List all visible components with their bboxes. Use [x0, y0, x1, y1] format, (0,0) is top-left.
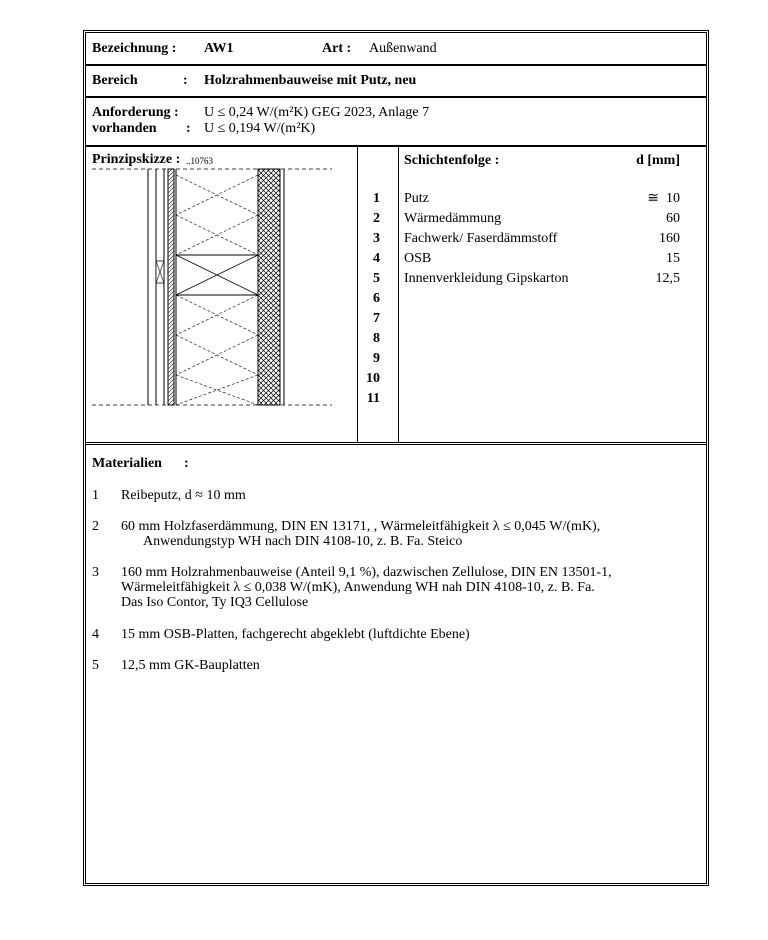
- layer-thickness: ≅ 10: [647, 191, 680, 206]
- material-text: Das Iso Contor, Ty IQ3 Cellulose: [121, 595, 309, 610]
- layer-number: 5: [373, 271, 380, 286]
- divider-numbers: [398, 147, 399, 442]
- layer-name: Putz: [404, 191, 429, 206]
- layer-number: 7: [373, 311, 380, 326]
- datasheet-frame: [83, 30, 709, 886]
- material-number: 3: [92, 565, 99, 580]
- row-bereich: [86, 66, 706, 98]
- bereich-label: Bereich: [92, 73, 138, 88]
- layer-thickness: 15: [666, 251, 680, 266]
- layer-number: 11: [366, 391, 380, 406]
- sketch-label: Prinzipskizze :: [92, 152, 181, 167]
- bezeichnung-value: AW1: [204, 41, 234, 56]
- layers-d-header: d [mm]: [636, 153, 680, 168]
- material-text: 60 mm Holzfaserdämmung, DIN EN 13171, , Wärmeleitfähigkeit λ ≤ 0,045 W/(mK),: [121, 519, 601, 534]
- layer-number: 3: [373, 231, 380, 246]
- layer-number: 10: [366, 371, 380, 386]
- layer-number: 2: [373, 211, 380, 226]
- vorhanden-label: vorhanden: [92, 121, 157, 136]
- layer-number: 1: [373, 191, 380, 206]
- layers-title: Schichtenfolge :: [404, 153, 500, 168]
- material-text: 12,5 mm GK-Bauplatten: [121, 658, 260, 673]
- layer-name: Wärmedämmung: [404, 211, 502, 226]
- vorhanden-value: U ≤ 0,194 W/(m²K): [204, 121, 316, 136]
- art-value: Außenwand: [369, 41, 437, 56]
- layer-name: OSB: [404, 251, 432, 266]
- layer-number: 4: [373, 251, 380, 266]
- row-anforderung: [86, 98, 706, 147]
- materials-section: [86, 447, 706, 883]
- layer-number: 8: [373, 331, 380, 346]
- wall-section-sketch: [86, 163, 354, 413]
- materials-colon: :: [184, 456, 189, 471]
- material-number: 5: [92, 658, 99, 673]
- row-schichten: [86, 147, 706, 445]
- material-text: 160 mm Holzrahmenbauweise (Anteil 9,1 %), dazwischen Zellulose, DIN EN 13501-1,: [121, 565, 612, 580]
- row-bezeichnung: [86, 33, 706, 66]
- material-number: 4: [92, 627, 99, 642]
- material-text: Reibeputz, d ≈ 10 mm: [121, 488, 246, 503]
- material-number: 1: [92, 488, 99, 503]
- material-number: 2: [92, 519, 99, 534]
- materials-title: Materialien: [92, 456, 162, 471]
- material-text: 15 mm OSB-Platten, fachgerecht abgeklebt (luftdichte Ebene): [121, 627, 470, 642]
- anforderung-label: Anforderung :: [92, 105, 179, 120]
- anforderung-value: U ≤ 0,24 W/(m²K) GEG 2023, Anlage 7: [204, 105, 430, 120]
- art-label: Art :: [322, 41, 352, 56]
- layer-thickness: 12,5: [655, 271, 680, 286]
- layer-number: 9: [373, 351, 380, 366]
- bereich-value: Holzrahmenbauweise mit Putz, neu: [204, 73, 417, 88]
- vorhanden-colon: :: [186, 121, 191, 136]
- material-text: Wärmeleitfähigkeit λ ≤ 0,038 W/(mK), Anwendung WH nah DIN 4108-10, z. B. Fa.: [121, 580, 595, 595]
- bereich-colon: :: [183, 73, 188, 88]
- layer-thickness: 60: [666, 211, 680, 226]
- sketch-code: ..10763: [186, 156, 213, 166]
- layer-thickness: 160: [659, 231, 680, 246]
- layer-name: Fachwerk/ Faserdämmstoff: [404, 231, 558, 246]
- material-text: Anwendungstyp WH nach DIN 4108-10, z. B. Fa. Steico: [143, 534, 463, 549]
- layer-number: 6: [373, 291, 380, 306]
- bezeichnung-label: Bezeichnung :: [92, 41, 177, 56]
- layer-name: Innenverkleidung Gipskarton: [404, 271, 569, 286]
